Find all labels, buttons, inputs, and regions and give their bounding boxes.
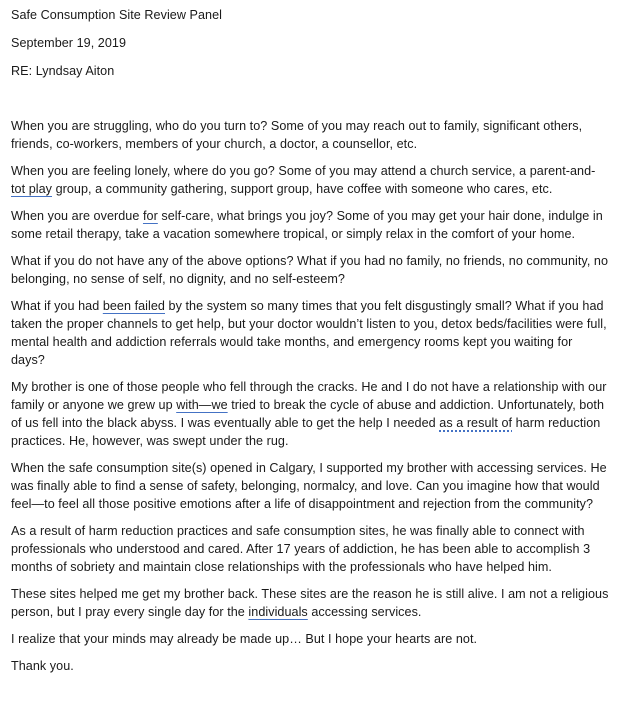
document-date: September 19, 2019 xyxy=(11,36,127,50)
closing-line: Thank you. xyxy=(11,659,74,673)
paragraph-10: I realize that your minds may already be made up… But I hope your hearts are not. xyxy=(11,632,478,646)
paragraph-1: When you are struggling, who do you turn to? Some of you may reach out to family, significant others, friends, co-workers, members of your church, a doctor, a counsellor, etc. xyxy=(11,119,583,151)
grammar-flag-with-we[interactable]: with—we xyxy=(176,398,228,412)
document-heading: Safe Consumption Site Review Panel xyxy=(11,8,223,22)
document-body xyxy=(11,6,609,675)
paragraph-2 xyxy=(11,162,609,198)
grammar-flag-individuals[interactable]: individuals xyxy=(248,605,308,619)
style-flag-as-a-result-of[interactable]: as a result of xyxy=(439,416,513,430)
grammar-flag-for[interactable]: for xyxy=(142,209,158,223)
grammar-flag-been-failed[interactable]: been failed xyxy=(102,299,165,313)
paragraph-3-text-c: self-care, what brings you joy? Some of you may get your hair done, indulge in some retail therapy, take a vacation somewhere tropical, or simply relax in the comfort of your home. xyxy=(11,209,603,241)
paragraph-9-text-a: These sites helped me get my brother back. These sites are the reason he is still alive. I am not a religious person, but I pray every single day for the xyxy=(11,587,609,619)
grammar-flag-tot-play[interactable]: tot play xyxy=(11,182,53,196)
paragraph-3 xyxy=(11,207,609,243)
document-subject-line: RE: Lyndsay Aiton xyxy=(11,64,115,78)
paragraph-6 xyxy=(11,378,609,450)
paragraph-8: As a result of harm reduction practices and safe consumption sites, he was finally able to connect with professionals who understood and cared. After 17 years of addiction, he has been able to accomplish 3 months of sobriety and maintain close relationships with the professionals who have helped him. xyxy=(11,524,591,574)
paragraph-2-text-c: group, a community gathering, support group, have coffee with someone who cares, etc. xyxy=(52,182,553,196)
paragraph-4: What if you do not have any of the above options? What if you had no family, no friends, no community, no belonging, no sense of self, no dignity, and no self-esteem? xyxy=(11,254,609,286)
paragraph-5 xyxy=(11,297,609,369)
paragraph-9 xyxy=(11,585,609,621)
paragraph-3-text-a: When you are overdue xyxy=(11,209,143,223)
paragraph-5-text-c: by the system so many times that you felt disgustingly small? What if you had taken the proper channels to get help, but your doctor wouldn’t listen to you, detox beds/facilities were full, mental health and addiction referrals would take months, and emergency rooms kept you waiting for days? xyxy=(11,299,607,367)
paragraph-6-text-e: harm reduction practices. He, however, was swept under the rug. xyxy=(11,416,601,448)
paragraph-6-text-c: tried to break the cycle of abuse and addiction. Unfortunately, both of us fell into the black abyss. I was eventually able to get the help I needed xyxy=(11,398,605,430)
paragraph-9-text-c: accessing services. xyxy=(307,605,422,619)
paragraph-2-text-a: When you are feeling lonely, where do you go? Some of you may attend a church service, a parent-and- xyxy=(11,164,596,178)
paragraph-5-text-a: What if you had xyxy=(11,299,103,313)
paragraph-7: When the safe consumption site(s) opened in Calgary, I supported my brother with accessing services. He was finally able to find a sense of safety, belonging, normalcy, and love. Can you imagine how that would feel—to feel all those positive emotions after a life of disappointment and rejection from the community? xyxy=(11,461,607,511)
paragraph-6-text-a: My brother is one of those people who fell through the cracks. He and I do not have a relationship with our family or anyone we grew up xyxy=(11,380,607,412)
